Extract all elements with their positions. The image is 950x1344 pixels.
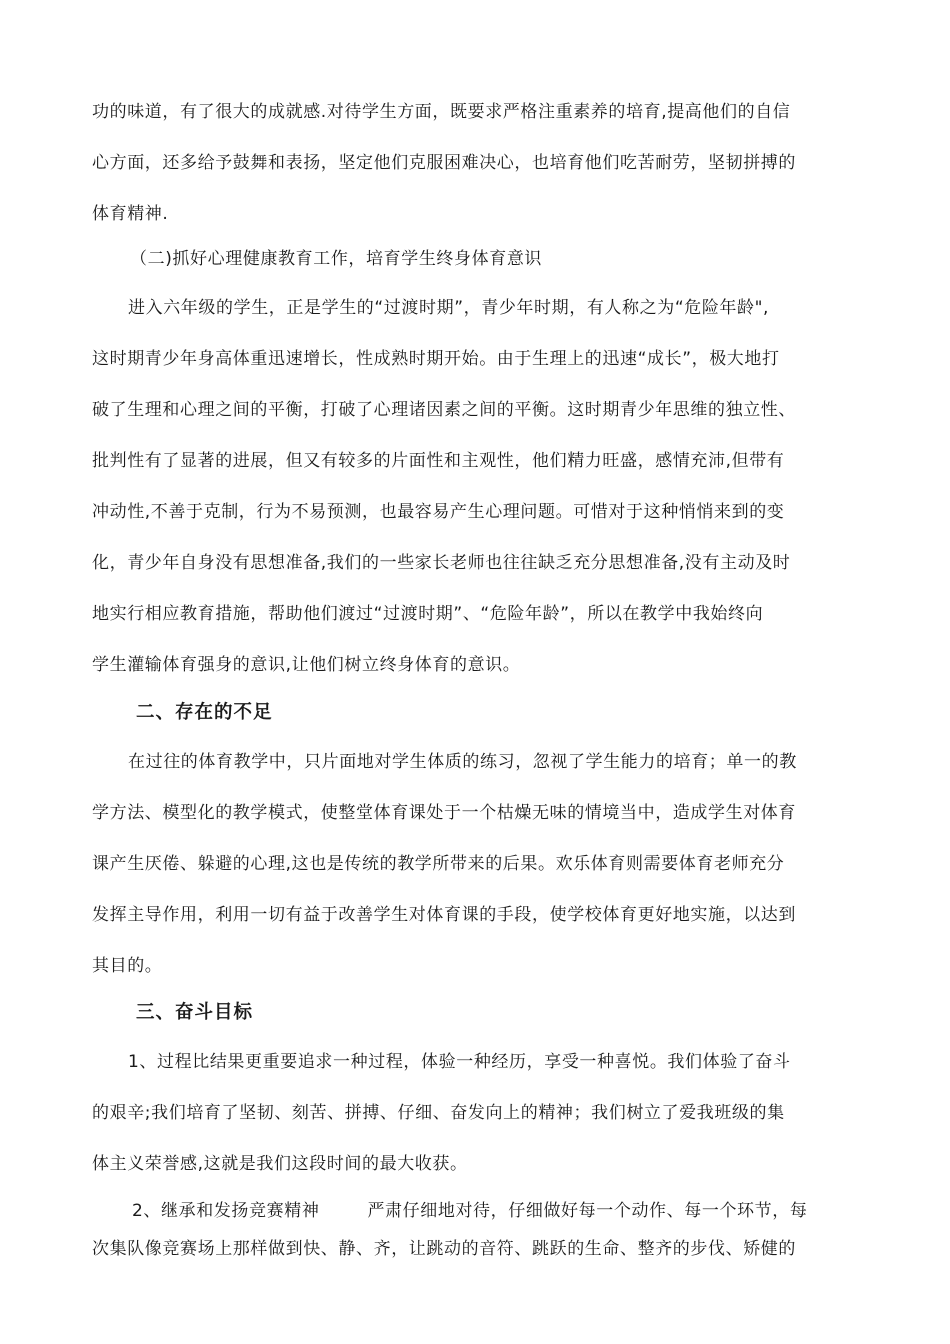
- paragraph-line: 地实行相应教育措施，帮助他们渡过“过渡时期”、“危险年龄”，所以在教学中我始终向: [92, 604, 764, 624]
- paragraph-line: 次集队像竞赛场上那样做到快、静、齐，让跳动的音符、跳跃的生命、整齐的步伐、矫健的: [92, 1239, 796, 1259]
- paragraph-line: 学方法、模型化的教学模式，使整堂体育课处于一个枯燥无味的情境当中，造成学生对体育: [92, 803, 796, 823]
- paragraph-line: 体育精神.: [92, 204, 169, 224]
- paragraph-line: 2、继承和发扬竞赛精神 严肃仔细地对待，仔细做好每一个动作、每一个环节，每: [132, 1201, 808, 1221]
- paragraph-line: 破了生理和心理之间的平衡，打破了心理诸因素之间的平衡。这时期青少年思维的独立性、: [92, 400, 796, 420]
- paragraph-line: 冲动性,不善于克制，行为不易预测，也最容易产生心理问题。可惜对于这种悄悄来到的变: [92, 502, 785, 522]
- section-heading: 二、存在的不足: [136, 702, 273, 723]
- paragraph-line: 发挥主导作用，利用一切有益于改善学生对体育课的手段，使学校体育更好地实施，以达到: [92, 905, 796, 925]
- paragraph-line: 课产生厌倦、躲避的心理,这也是传统的教学所带来的后果。欢乐体育则需要体育老师充分: [92, 854, 785, 874]
- paragraph-line: 学生灌输体育强身的意识,让他们树立终身体育的意识。: [92, 655, 521, 675]
- paragraph-line: 功的味道，有了很大的成就感.对待学生方面，既要求严格注重素养的培育,提高他们的自信: [92, 102, 791, 122]
- paragraph-line: 在过往的体育教学中，只片面地对学生体质的练习，忽视了学生能力的培育；单一的教: [128, 752, 797, 772]
- section-subheading: （二)抓好心理健康教育工作，培育学生终身体育意识: [130, 249, 543, 269]
- paragraph-line: 这时期青少年身高体重迅速增长，性成熟时期开始。由于生理上的迅速“成长”，极大地打: [92, 349, 780, 369]
- paragraph-line: 体主义荣誉感,这就是我们这段时间的最大收获。: [92, 1154, 468, 1174]
- paragraph-line: 其目的。: [92, 956, 163, 976]
- paragraph-line: 的艰辛;我们培育了坚韧、刻苦、拼搏、仔细、奋发向上的精神；我们树立了爱我班级的集: [92, 1103, 785, 1123]
- paragraph-line: 化，青少年自身没有思想准备,我们的一些家长老师也往往缺乏充分思想准备,没有主动及时: [92, 553, 791, 573]
- paragraph-line: 1、过程比结果更重要追求一种过程，体验一种经历，享受一种喜悦。我们体验了奋斗: [128, 1052, 791, 1072]
- section-heading: 三、奋斗目标: [136, 1002, 254, 1023]
- paragraph-line: 批判性有了显著的进展，但又有较多的片面性和主观性，他们精力旺盛，感情充沛,但带有: [92, 451, 785, 471]
- paragraph-line: 心方面，还多给予鼓舞和表扬，坚定他们克服困难决心，也培育他们吃苦耐劳，坚韧拼搏的: [92, 153, 796, 173]
- paragraph-line: 进入六年级的学生，正是学生的“过渡时期”，青少年时期，有人称之为“危险年龄",: [128, 298, 770, 318]
